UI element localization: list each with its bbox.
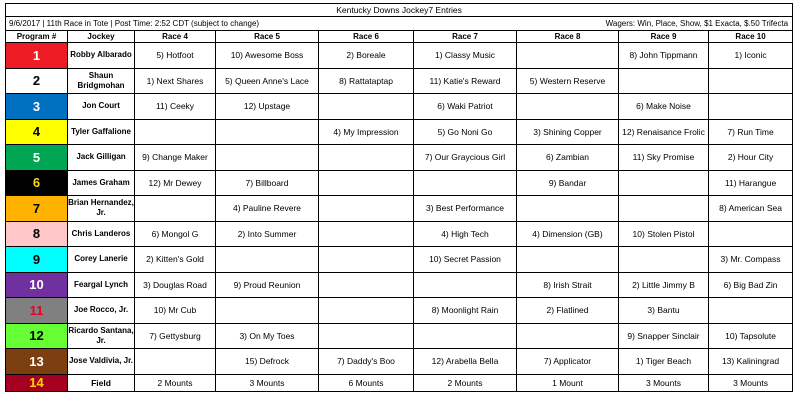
race-entry-cell bbox=[135, 349, 216, 375]
race-entry-cell: 2) Into Summer bbox=[216, 221, 319, 247]
race-entry-cell bbox=[319, 196, 414, 222]
race-entry-cell: 1) Classy Music bbox=[414, 43, 517, 69]
race-entry-cell: 10) Mr Cub bbox=[135, 298, 216, 324]
wagers: Wagers: Win, Place, Show, $1 Exacta, $.50 Trifecta bbox=[414, 17, 793, 31]
race-entry-cell: 3) On My Toes bbox=[216, 323, 319, 349]
race-entry-cell: 7) Run Time bbox=[709, 119, 793, 145]
race-entry-cell: 12) Upstage bbox=[216, 94, 319, 120]
program-number: 11 bbox=[6, 298, 68, 324]
race-entry-cell bbox=[414, 323, 517, 349]
race-entry-cell: 10) Secret Passion bbox=[414, 247, 517, 273]
race-entry-cell: 3) Bantu bbox=[619, 298, 709, 324]
race-entry-cell: 1 Mount bbox=[517, 374, 619, 391]
race-entry-cell: 3 Mounts bbox=[216, 374, 319, 391]
race-entry-cell: 10) Stolen Pistol bbox=[619, 221, 709, 247]
race-entry-cell: 9) Proud Reunion bbox=[216, 272, 319, 298]
jockey-name: Jon Court bbox=[68, 94, 135, 120]
race-entry-cell: 5) Queen Anne's Lace bbox=[216, 68, 319, 94]
table-row bbox=[6, 221, 793, 247]
program-number: 10 bbox=[6, 272, 68, 298]
table-row bbox=[6, 145, 793, 171]
jockey-name: Chris Landeros bbox=[68, 221, 135, 247]
race-entry-cell: 7) Applicator bbox=[517, 349, 619, 375]
race-entry-cell: 6) Make Noise bbox=[619, 94, 709, 120]
race-entry-cell: 1) Tiger Beach bbox=[619, 349, 709, 375]
program-number: 2 bbox=[6, 68, 68, 94]
race-entry-cell bbox=[709, 94, 793, 120]
race-entry-cell: 6) Waki Patriot bbox=[414, 94, 517, 120]
header-race-8: Race 8 bbox=[517, 31, 619, 43]
jockey-name: Brian Hernandez, Jr. bbox=[68, 196, 135, 222]
race-entry-cell: 10) Awesome Boss bbox=[216, 43, 319, 69]
program-number: 14 bbox=[6, 374, 68, 391]
table-row bbox=[6, 349, 793, 375]
race-entry-cell: 7) Daddy's Boo bbox=[319, 349, 414, 375]
race-entry-cell bbox=[319, 247, 414, 273]
jockey-name: Shaun Bridgmohan bbox=[68, 68, 135, 94]
race-entry-cell: 4) Dimension (GB) bbox=[517, 221, 619, 247]
race-entry-cell bbox=[517, 323, 619, 349]
race-entry-cell: 7) Billboard bbox=[216, 170, 319, 196]
table-row bbox=[6, 247, 793, 273]
post-time: Post Time: 2:52 CDT (subject to change) bbox=[114, 19, 260, 28]
race-entry-cell: 12) Renaisance Frolic bbox=[619, 119, 709, 145]
race-entry-cell: 4) My Impression bbox=[319, 119, 414, 145]
race-entry-cell: 11) Katie's Reward bbox=[414, 68, 517, 94]
race-date: 9/6/2017 bbox=[9, 19, 41, 28]
race-details: 9/6/2017 | 11th Race in Tote | Post Time: 2:52 CDT (subject to change) bbox=[6, 17, 414, 31]
table-row bbox=[6, 170, 793, 196]
race-entry-cell: 1) Next Shares bbox=[135, 68, 216, 94]
race-entry-cell bbox=[135, 196, 216, 222]
race-entry-cell bbox=[319, 170, 414, 196]
program-number: 12 bbox=[6, 323, 68, 349]
sheet-title: Kentucky Downs Jockey7 Entries bbox=[6, 4, 793, 17]
race-entry-cell: 5) Hotfoot bbox=[135, 43, 216, 69]
race-entry-cell: 6) Big Bad Zin bbox=[709, 272, 793, 298]
jockey-name: Corey Lanerie bbox=[68, 247, 135, 273]
race-entry-cell: 12) Mr Dewey bbox=[135, 170, 216, 196]
race-entry-cell: 6) Mongol G bbox=[135, 221, 216, 247]
jockey-name: Jose Valdivia, Jr. bbox=[68, 349, 135, 375]
race-entry-cell bbox=[319, 298, 414, 324]
jockey-name: Ricardo Santana, Jr. bbox=[68, 323, 135, 349]
header-race-9: Race 9 bbox=[619, 31, 709, 43]
race-entry-cell: 7) Gettysburg bbox=[135, 323, 216, 349]
race-entry-cell bbox=[319, 323, 414, 349]
entries-table bbox=[5, 3, 793, 392]
race-entry-cell: 4) High Tech bbox=[414, 221, 517, 247]
race-entry-cell bbox=[319, 221, 414, 247]
jockey-name: Feargal Lynch bbox=[68, 272, 135, 298]
race-entry-cell: 8) John Tippmann bbox=[619, 43, 709, 69]
race-entry-cell bbox=[517, 94, 619, 120]
race-number: 11th Race in Tote bbox=[46, 19, 109, 28]
race-entry-cell: 4) Pauline Revere bbox=[216, 196, 319, 222]
race-entry-cell: 12) Arabella Bella bbox=[414, 349, 517, 375]
race-entry-cell bbox=[619, 196, 709, 222]
jockey-name: Jack Gilligan bbox=[68, 145, 135, 171]
header-program: Program # bbox=[6, 31, 68, 43]
program-number: 1 bbox=[6, 43, 68, 69]
race-entry-cell: 11) Sky Promise bbox=[619, 145, 709, 171]
race-entry-cell bbox=[517, 247, 619, 273]
race-entry-cell bbox=[216, 119, 319, 145]
jockey-name: James Graham bbox=[68, 170, 135, 196]
race-entry-cell bbox=[709, 221, 793, 247]
race-entry-cell bbox=[319, 145, 414, 171]
race-entry-cell: 9) Snapper Sinclair bbox=[619, 323, 709, 349]
title-row bbox=[6, 4, 793, 17]
race-entry-cell: 2) Boreale bbox=[319, 43, 414, 69]
race-entry-cell: 3) Shining Copper bbox=[517, 119, 619, 145]
race-entry-cell: 2) Kitten's Gold bbox=[135, 247, 216, 273]
race-entry-cell bbox=[619, 68, 709, 94]
header-race-7: Race 7 bbox=[414, 31, 517, 43]
race-entry-cell: 2) Flatlined bbox=[517, 298, 619, 324]
header-row bbox=[6, 31, 793, 43]
program-number: 5 bbox=[6, 145, 68, 171]
header-race-6: Race 6 bbox=[319, 31, 414, 43]
race-entry-cell bbox=[709, 298, 793, 324]
race-entry-cell: 3) Mr. Compass bbox=[709, 247, 793, 273]
race-entry-cell bbox=[414, 272, 517, 298]
table-row bbox=[6, 94, 793, 120]
race-entry-cell: 9) Change Maker bbox=[135, 145, 216, 171]
header-race-5: Race 5 bbox=[216, 31, 319, 43]
race-entry-cell: 8) Moonlight Rain bbox=[414, 298, 517, 324]
jockey-name: Field bbox=[68, 374, 135, 391]
race-entry-cell bbox=[619, 170, 709, 196]
jockey-name: Joe Rocco, Jr. bbox=[68, 298, 135, 324]
header-race-10: Race 10 bbox=[709, 31, 793, 43]
race-entry-cell: 5) Western Reserve bbox=[517, 68, 619, 94]
table-row bbox=[6, 298, 793, 324]
header-race-4: Race 4 bbox=[135, 31, 216, 43]
race-entry-cell: 3) Best Performance bbox=[414, 196, 517, 222]
race-entry-cell: 6 Mounts bbox=[319, 374, 414, 391]
race-entry-cell: 11) Harangue bbox=[709, 170, 793, 196]
race-entry-cell: 5) Go Noni Go bbox=[414, 119, 517, 145]
table-row bbox=[6, 272, 793, 298]
jockey-name: Tyler Gaffalione bbox=[68, 119, 135, 145]
entries-body bbox=[6, 43, 793, 392]
info-row bbox=[6, 17, 793, 31]
race-entry-cell: 2 Mounts bbox=[414, 374, 517, 391]
race-entry-cell: 3 Mounts bbox=[709, 374, 793, 391]
race-entry-cell bbox=[319, 94, 414, 120]
header-jockey: Jockey bbox=[68, 31, 135, 43]
race-entry-cell bbox=[517, 196, 619, 222]
race-entry-cell: 9) Bandar bbox=[517, 170, 619, 196]
race-entry-cell bbox=[414, 170, 517, 196]
race-entry-cell: 11) Ceeky bbox=[135, 94, 216, 120]
race-entry-cell bbox=[517, 43, 619, 69]
race-entry-cell bbox=[619, 247, 709, 273]
race-entry-cell: 10) Tapsolute bbox=[709, 323, 793, 349]
program-number: 9 bbox=[6, 247, 68, 273]
program-number: 6 bbox=[6, 170, 68, 196]
race-entry-cell: 8) Irish Strait bbox=[517, 272, 619, 298]
race-entry-cell: 3) Douglas Road bbox=[135, 272, 216, 298]
race-entry-cell: 6) Zambian bbox=[517, 145, 619, 171]
race-entry-cell bbox=[216, 247, 319, 273]
program-number: 4 bbox=[6, 119, 68, 145]
table-row bbox=[6, 119, 793, 145]
race-entry-cell bbox=[216, 145, 319, 171]
table-row bbox=[6, 323, 793, 349]
race-entry-cell: 1) Iconic bbox=[709, 43, 793, 69]
race-entry-cell: 3 Mounts bbox=[619, 374, 709, 391]
race-entry-cell bbox=[216, 298, 319, 324]
race-entry-cell: 2) Little Jimmy B bbox=[619, 272, 709, 298]
table-row bbox=[6, 374, 793, 391]
program-number: 8 bbox=[6, 221, 68, 247]
table-row bbox=[6, 43, 793, 69]
jockey-name: Robby Albarado bbox=[68, 43, 135, 69]
race-entry-cell bbox=[709, 68, 793, 94]
table-row bbox=[6, 68, 793, 94]
race-entry-cell bbox=[319, 272, 414, 298]
program-number: 7 bbox=[6, 196, 68, 222]
table-row bbox=[6, 196, 793, 222]
race-entry-cell: 2 Mounts bbox=[135, 374, 216, 391]
race-entry-cell: 13) Kaliningrad bbox=[709, 349, 793, 375]
program-number: 3 bbox=[6, 94, 68, 120]
race-entry-cell: 15) Defrock bbox=[216, 349, 319, 375]
race-entry-cell: 2) Hour City bbox=[709, 145, 793, 171]
race-entry-cell: 8) Rattataptap bbox=[319, 68, 414, 94]
race-entry-cell: 7) Our Graycious Girl bbox=[414, 145, 517, 171]
entries-sheet bbox=[5, 3, 792, 392]
program-number: 13 bbox=[6, 349, 68, 375]
race-entry-cell: 8) American Sea bbox=[709, 196, 793, 222]
race-entry-cell bbox=[135, 119, 216, 145]
